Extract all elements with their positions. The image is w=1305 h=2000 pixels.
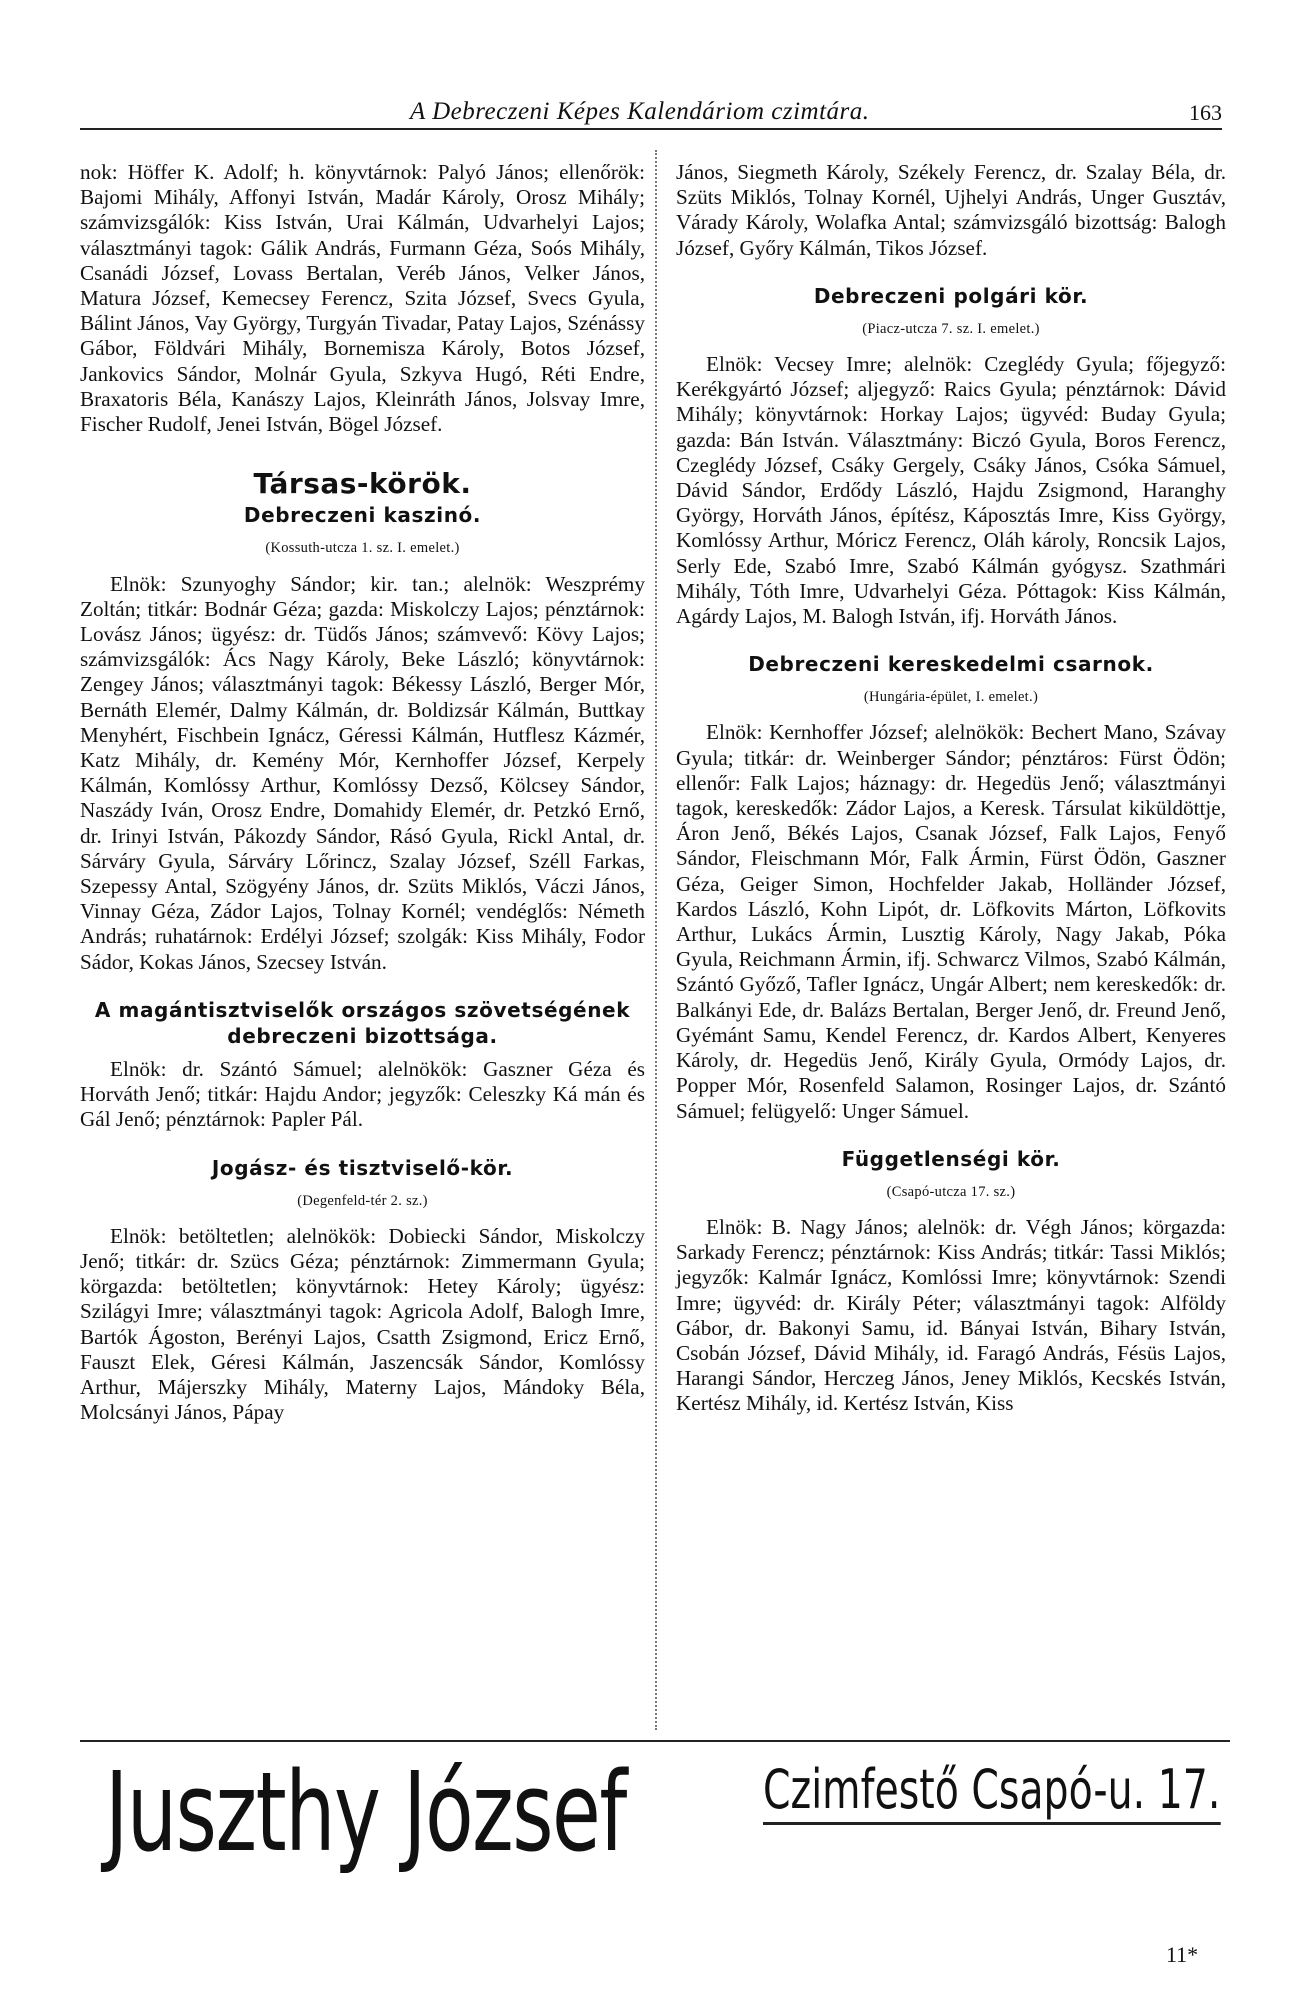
right-column	[676, 160, 1226, 1417]
intro-paragraph: nok: Höffer K. Adolf; h. könyvtárnok: Palyó János; ellenőrök: Bajomi Mihály, Affonyi István, Madár Károly, Orosz Mihály; számvizsgálók: Kiss István, Urai Kálmán, Udvarhelyi Lajos; választmányi tagok: Gálik András, Furmann Géza, Soós Mihály, Csanádi József, Lovass Bertalan, Veréb János, Velker János, Matura József, Kemecsey Ferencz, Szita József, Svecs Gyula, Bálint János, Vay György, Turgyán Tivadar, Patay Lajos, Szénássy Gábor, Földvári Mihály, Bornemisza Károly, Botos József, Jankovics Sándor, Molnár Gyula, Szkyva Hugó, Réti Endre, Braxatoris Béla, Kanászy Lajos, Kleinráth János, Jolsvay Imre, Fischer Rudolf, Jenei István, Bögel József.	[80, 160, 645, 437]
jogasz-body: Elnök: betöltetlen; alelnökök: Dobiecki Sándor, Miskolczy Jenő; titkár: dr. Szücs Géza; pénztárnok: Zimmermann Gyula; körgazda: betöltetlen; könyvtárnok: Hetey Károly; ügyész: Szilágyi Imre; választmányi tagok: Agricola Adolf, Balogh Imre, Bartók Ágoston, Berényi Lajos, Csatth Zsigmond, Ericz Ernő, Fauszt Elek, Géresi Kálmán, Jaszencsák Sándor, Komlóssy Arthur, Májerszky Mihály, Materny Lajos, Mándoky Béla, Molcsányi János, Pápay	[80, 1223, 645, 1425]
keresk-address: (Hungária-épület, I. emelet.)	[863, 689, 1039, 706]
magan-body: Elnök: dr. Szántó Sámuel; alelnökök: Gaszner Géza és Horváth Jenő; titkár: Hajdu Andor; jegyzők: Celeszky Ká mán és Gál Jenő; pénztárnok: Papler Pál.	[80, 1056, 645, 1132]
section-heading: Társas-körök.	[253, 467, 472, 501]
fugg-title: Függetlenségi kör.	[841, 1146, 1061, 1171]
kaszino-body: Elnök: Szunyoghy Sándor; kir. tan.; alelnök: Weszprémy Zoltán; titkár: Bodnár Géza; gazda: Miskolczy Lajos; pénztárnok: Lovász János; ügyész: dr. Tüdős János; számvevő: Kövy Lajos; számvizsgálók: Ács Nagy Károly, Beke László; könyvtárnok: Zengey János; választmányi tagok: Békessy László, Berger Mór, Bernáth Elemér, Dalmy Kálmán, dr. Boldizsár Kálmán, Buttkay Menyhért, Fischbein Ignácz, Géressi Kálmán, Hutflesz Kázmér, Katz Mihály, dr. Kemény Mór, Kernhoffer József, Kerpely Kálmán, Komlóssy Arthur, Komlóssy Dezső, Kölcsey Sándor, Naszády Iván, Orosz Endre, Domahidy Elemér, dr. Petzkó Ernő, dr. Irinyi István, Pákozdy Sándor, Rásó Gyula, Rickl Antal, dr. Sárváry Gyula, Sárváry Lőrincz, Szalay József, Széll Farkas, Szepessy Antal, Szögyény János, dr. Szüts Miklós, Váczi János, Vinnay Géza, Zádor Lajos, Tolnay Kornél; vendéglős: Németh András; ruhatárnok: Erdélyi József; szolgák: Kiss Mihály, Fodor Sádor, Kokas János, Szecsey István.	[80, 571, 645, 974]
keresk-body: Elnök: Kernhoffer József; alelnökök: Bechert Mano, Szávay Gyula; titkár: dr. Weinberger Sándor; pénztáros: Fürst Ödön; ellenőr: Falk Lajos; háznagy: dr. Hegedüs Jenő; választmányi tagok, kereskedők: Zádor Lajos, a Keresk. Társulat kiküldöttje, Áron Jenő, Békés Lajos, Csanak József, Falk Lajos, Fenyő Sándor, Fleischmann Mór, Falk Ármin, Fürst Ödön, Gaszner Géza, Geiger Simon, Hochfelder Jakab, Holländer József, Kardos László, Kohn Lipót, dr. Löfkovits Márton, Löfkovits Arthur, Lukács Ármin, Lusztig Károly, Nagy Jakab, Póka Gyula, Reichmann Ármin, ifj. Schwarcz Vilmos, Szabó Kálmán, Szántó Győző, Tafler Ignácz, Ungár Albert; nem kereskedők: dr. Balkányi Ede, dr. Balázs Bertalan, Berger Jenő, dr. Freund Jenő, Gyémánt Samu, Kendel Ferencz, dr. Kardos Albert, Kenyeres Károly, dr. Hegedüs Jenő, Király Gyula, Ormódy Lajos, dr. Popper Mór, Rosenfeld Salamon, Rosinger Lajos, dr. Szántó Sámuel; felügyelő: Unger Sámuel.	[676, 720, 1226, 1123]
page-header	[80, 98, 1222, 130]
polgari-title: Debreczeni polgári kör.	[813, 283, 1089, 308]
column-divider	[655, 150, 657, 1730]
fugg-body: Elnök: B. Nagy János; alelnök: dr. Végh János; körgazda: Sarkady Ferencz; pénztárnok: Kiss András; titkár: Tassi Miklós; jegyzők: Kalmár Ignácz, Komlóssi Imre; könyvtárnok: Szendi Imre; ügyvéd: dr. Király Péter; választmányi tagok: Alföldy Gábor, dr. Bakonyi Samu, id. Bányai István, Bihary István, Csobán József, Dávid Mihály, id. Faragó András, Fésüs Lajos, Harangi Sándor, Herczeg János, Jeney Miklós, Kecskés István, Kertész Mihály, id. Kertész István, Kiss	[676, 1214, 1226, 1416]
advertisement	[80, 1740, 1230, 1882]
keresk-title: Debreczeni kereskedelmi csarnok.	[748, 652, 1154, 677]
polgari-body: Elnök: Vecsey Imre; alelnök: Czeglédy Gyula; főjegyző: Kerékgyártó József; aljegyző: Raics Gyula; pénztárnok: Dávid Mihály; könyvtárnok: Horkay Lajos; ügyvéd: Buday Gyula; gazda: Bán István. Választmány: Biczó Gyula, Boros Ferencz, Czeglédy József, Csáky Gergely, Csáky János, Csóka Sámuel, Dávid Sándor, Erdődy László, Hajdu Zsigmond, Haranghy György, Horváth János, építész, Káposztás Imre, Kiss György, Komlóssy Arthur, Móricz Ferencz, Oláh károly, Roncsik Lajos, Serly Ede, Szabó Imre, Szabó Kálmán gyógysz. Szathmári Mihály, Tóth Imre, Udvarhelyi Géza. Póttagok: Kiss Kálmán, Agárdy Lajos, M. Balogh István, ifj. Horváth János.	[676, 352, 1226, 629]
left-column	[80, 160, 645, 1425]
continuation-paragraph: János, Siegmeth Károly, Székely Ferencz, dr. Szalay Béla, dr. Szüts Miklós, Tolnay Kornél, Ujhelyi András, Unger Gusztáv, Várady Károly, Wolafka Antal; számvizsgáló bizottság: Balogh József, Győry Kálmán, Tikos József.	[676, 160, 1226, 260]
advertisement-name: Juszthy József	[105, 1748, 626, 1876]
kaszino-title: Debreczeni kaszinó.	[243, 503, 482, 528]
page-number: 163	[1189, 100, 1222, 125]
jogasz-title: Jogász- és tisztviselő-kör.	[211, 1155, 514, 1180]
signature-mark: 11*	[1166, 1942, 1199, 1967]
running-title: A Debreczeni Képes Kalendáriom czimtára.	[410, 98, 870, 125]
jogasz-address: (Degenfeld-tér 2. sz.)	[297, 1192, 428, 1209]
polgari-address: (Piacz-utcza 7. sz. I. emelet.)	[862, 320, 1040, 337]
magan-title: A magántisztviselők országos szövetségének debreczeni bizottsága.	[94, 997, 631, 1048]
advertisement-detail: Czimfestő Csapó-u. 17.	[763, 1758, 1220, 1825]
fugg-address: (Csapó-utcza 17. sz.)	[886, 1183, 1016, 1200]
kaszino-address: (Kossuth-utcza 1. sz. I. emelet.)	[265, 540, 460, 557]
